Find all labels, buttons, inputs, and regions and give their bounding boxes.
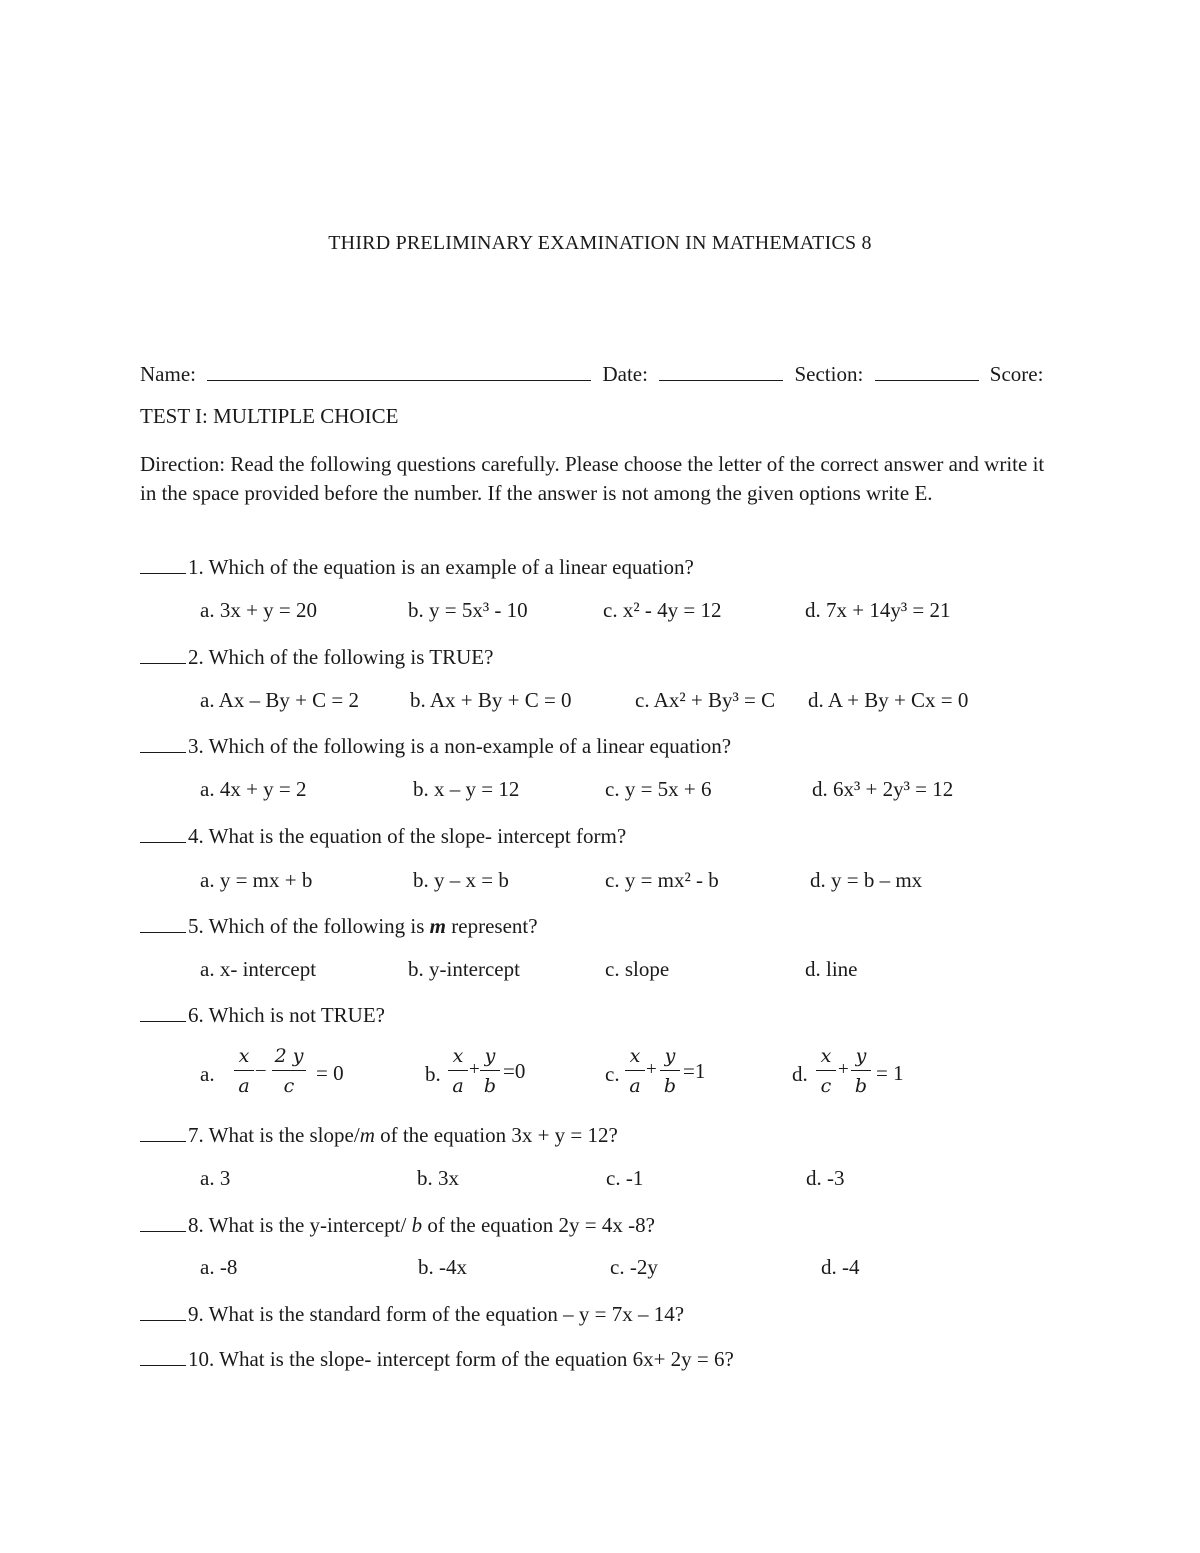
equation-rhs: =0 <box>503 1059 526 1083</box>
fraction-denominator: b <box>663 1075 677 1097</box>
q7-option-d: d. -3 <box>806 1166 845 1190</box>
question-5 <box>140 914 538 937</box>
question-text: What is the standard form of the equation – y = 7x – 14? <box>208 1302 685 1326</box>
q5-option-b: b. y-intercept <box>408 957 520 981</box>
fraction-bar <box>234 1070 254 1071</box>
question-text: What is the slope/ <box>208 1123 360 1147</box>
question-text: Which of the following is a non-example of a linear equation? <box>208 734 732 758</box>
fraction-bar <box>480 1070 500 1071</box>
equation-rhs: = 0 <box>316 1061 344 1085</box>
fraction-bar <box>625 1070 645 1071</box>
question-10 <box>140 1347 734 1370</box>
fraction-bar <box>660 1070 680 1071</box>
question-7 <box>140 1123 618 1146</box>
question-3 <box>140 734 731 757</box>
date-label: Date: <box>602 362 648 386</box>
q4-option-d: d. y = b – mx <box>810 868 923 892</box>
question-9 <box>140 1302 684 1325</box>
q8-option-c: c. -2y <box>610 1255 658 1279</box>
option-letter: b. <box>425 1062 441 1086</box>
question-variable: b <box>411 1213 423 1237</box>
fraction-numerator: x <box>629 1045 641 1067</box>
section-label: Section: <box>794 362 864 386</box>
answer-blank[interactable] <box>140 1347 186 1366</box>
fraction-operator: + <box>646 1059 657 1080</box>
fraction-denominator: b <box>483 1075 497 1097</box>
q1-option-c: c. x² - 4y = 12 <box>603 598 722 622</box>
q8-option-b: b. -4x <box>418 1255 467 1279</box>
q1-option-b: b. y = 5x³ - 10 <box>408 598 528 622</box>
name-label: Name: <box>140 362 196 386</box>
question-number: 4. <box>188 824 204 848</box>
question-number: 9. <box>188 1302 204 1326</box>
q7-option-a: a. 3 <box>200 1166 231 1190</box>
q3-option-a: a. 4x + y = 2 <box>200 777 307 801</box>
question-6 <box>140 1003 385 1026</box>
answer-blank[interactable] <box>140 1213 186 1232</box>
answer-blank[interactable] <box>140 1302 186 1321</box>
q3-option-b: b. x – y = 12 <box>413 777 520 801</box>
fraction-numerator: x <box>238 1045 250 1067</box>
test-heading: TEST I: MULTIPLE CHOICE <box>140 404 399 428</box>
question-2 <box>140 645 493 668</box>
question-text: Which of the equation is an example of a linear equation? <box>208 555 694 579</box>
answer-blank[interactable] <box>140 645 186 664</box>
question-variable: m <box>359 1123 375 1147</box>
answer-blank[interactable] <box>140 1003 186 1022</box>
question-text: Which is not TRUE? <box>208 1003 385 1027</box>
question-text: What is the y-intercept/ <box>208 1213 407 1237</box>
question-number: 10. <box>188 1347 215 1371</box>
answer-blank[interactable] <box>140 555 186 574</box>
q2-option-d: d. A + By + Cx = 0 <box>808 688 969 712</box>
fraction-numerator: 2 y <box>274 1045 304 1067</box>
fraction-numerator: x <box>452 1045 464 1067</box>
question-number: 6. <box>188 1003 204 1027</box>
fraction-operator: + <box>838 1059 849 1080</box>
q5-option-a: a. x- intercept <box>200 957 317 981</box>
q5-option-c: c. slope <box>605 957 670 981</box>
header-fields <box>140 362 1043 385</box>
section-blank[interactable] <box>875 362 979 381</box>
q3-option-c: c. y = 5x + 6 <box>605 777 712 801</box>
fraction-numerator: y <box>855 1045 867 1067</box>
fraction-denominator: a <box>629 1075 641 1097</box>
question-text-end: represent? <box>451 914 538 938</box>
question-1 <box>140 555 694 578</box>
name-blank[interactable] <box>207 362 591 381</box>
answer-blank[interactable] <box>140 914 186 933</box>
q1-option-a: a. 3x + y = 20 <box>200 598 318 622</box>
question-number: 1. <box>188 555 204 579</box>
q1-option-d: d. 7x + 14y³ = 21 <box>805 598 951 622</box>
q2-option-b: b. Ax + By + C = 0 <box>410 688 572 712</box>
question-text: Which of the following is <box>208 914 425 938</box>
fraction-denominator: b <box>854 1075 868 1097</box>
question-text-end: of the equation 2y = 4x -8? <box>427 1213 655 1237</box>
q2-option-a: a. Ax – By + C = 2 <box>200 688 360 712</box>
date-blank[interactable] <box>659 362 783 381</box>
question-text-end: of the equation 3x + y = 12? <box>380 1123 618 1147</box>
question-4 <box>140 824 626 847</box>
question-number: 7. <box>188 1123 204 1147</box>
question-8 <box>140 1213 655 1236</box>
exam-title: THIRD PRELIMINARY EXAMINATION IN MATHEMATICS 8 <box>328 232 872 254</box>
question-text: Which of the following is TRUE? <box>208 645 494 669</box>
q7-option-b: b. 3x <box>417 1166 459 1190</box>
fraction-denominator: a <box>452 1075 464 1097</box>
option-letter: a. <box>200 1062 215 1086</box>
answer-blank[interactable] <box>140 824 186 843</box>
question-number: 3. <box>188 734 204 758</box>
score-label: Score: <box>989 362 1044 386</box>
option-letter: c. <box>605 1062 620 1086</box>
q4-option-c: c. y = mx² - b <box>605 868 719 892</box>
answer-blank[interactable] <box>140 1123 186 1142</box>
option-letter: d. <box>792 1062 808 1086</box>
q8-option-a: a. -8 <box>200 1255 238 1279</box>
q4-option-a: a. y = mx + b <box>200 868 313 892</box>
q8-option-d: d. -4 <box>821 1255 860 1279</box>
fraction-operator: + <box>469 1059 480 1080</box>
fraction-numerator: y <box>664 1045 676 1067</box>
question-number: 8. <box>188 1213 204 1237</box>
q7-option-c: c. -1 <box>606 1166 644 1190</box>
q2-option-c: c. Ax² + By³ = C <box>635 688 776 712</box>
fraction-numerator: x <box>820 1045 832 1067</box>
fraction-denominator: c <box>283 1075 295 1097</box>
fraction-denominator: c <box>820 1075 832 1097</box>
question-number: 5. <box>188 914 204 938</box>
fraction-bar <box>816 1070 836 1071</box>
question-variable: m <box>429 914 447 938</box>
fraction-bar <box>448 1070 468 1071</box>
q4-option-b: b. y – x = b <box>413 868 509 892</box>
equation-rhs: =1 <box>683 1059 706 1083</box>
answer-blank[interactable] <box>140 734 186 753</box>
question-number: 2. <box>188 645 204 669</box>
fraction-denominator: a <box>238 1075 250 1097</box>
question-text: What is the equation of the slope- intercept form? <box>208 824 627 848</box>
equation-rhs: = 1 <box>876 1061 904 1085</box>
q3-option-d: d. 6x³ + 2y³ = 12 <box>812 777 954 801</box>
question-text: What is the slope- intercept form of the equation 6x+ 2y = 6? <box>219 1347 734 1371</box>
q5-option-d: d. line <box>805 957 858 981</box>
fraction-bar <box>272 1070 306 1071</box>
fraction-operator: – <box>256 1059 266 1080</box>
fraction-bar <box>851 1070 871 1071</box>
direction-paragraph: Direction: Read the following questions carefully. Please choose the letter of the correct answer and write it in the space provided before the number. If the answer is not among the given options write E. <box>140 452 1045 505</box>
fraction-numerator: y <box>484 1045 496 1067</box>
